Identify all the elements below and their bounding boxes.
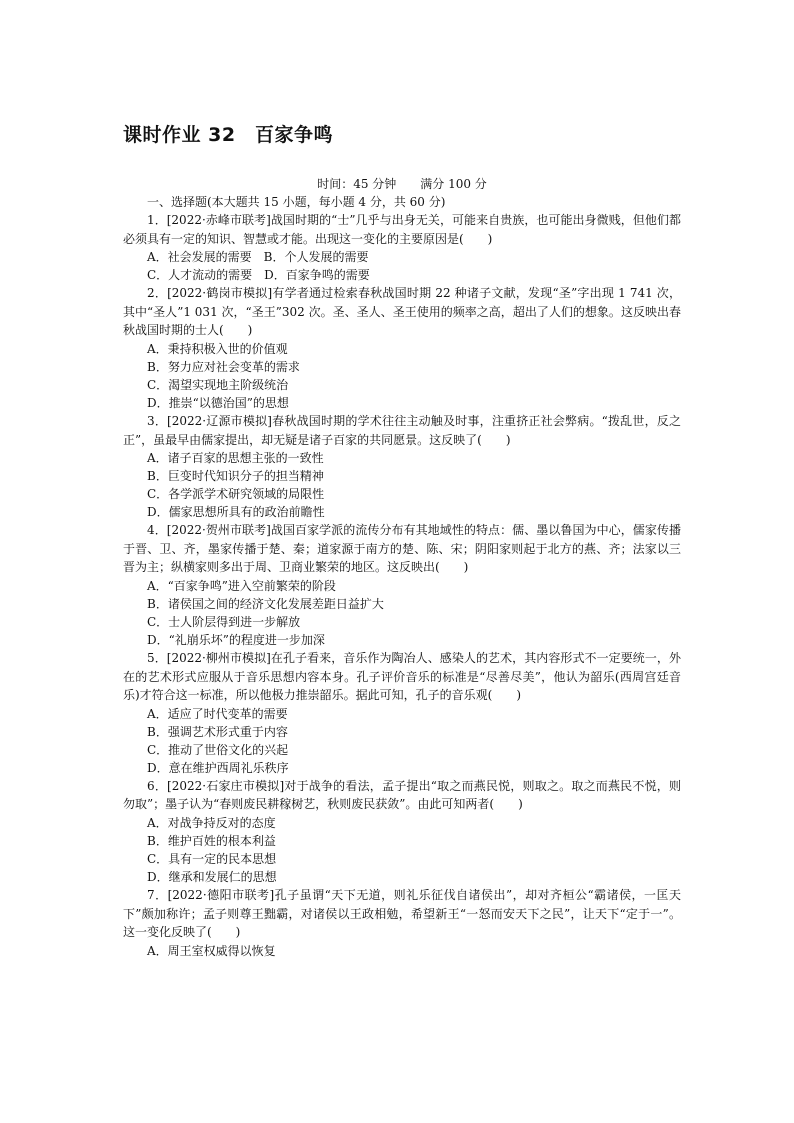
question-3 bbox=[123, 412, 681, 521]
question-5 bbox=[123, 649, 681, 777]
option-b: B．努力应对社会变革的需求 bbox=[147, 359, 300, 374]
question-6 bbox=[123, 777, 681, 886]
option-a: A．对战争持反对的态度 bbox=[147, 815, 276, 830]
option-c: C．各学派学术研究领域的局限性 bbox=[147, 487, 325, 502]
option-a: A．诸子百家的思想主张的一致性 bbox=[147, 451, 324, 466]
option-c: C．具有一定的民本思想 bbox=[147, 851, 277, 866]
question-stem: 1．[2022·赤峰市联考]战国时期的“士”几乎与出身无关，可能来自贵族，也可能出身微贱，但他们都必须具有一定的知识、智慧或才能。出现这一变化的主要原因是( ) bbox=[123, 213, 681, 246]
option-b: B．诸侯国之间的经济文化发展差距日益扩大 bbox=[147, 596, 384, 611]
question-stem: 5．[2022·柳州市模拟]在孔子看来，音乐作为陶冶人、感染人的艺术，其内容形式不一定要统一，外在的艺术形式应服从于音乐思想内容本身。孔子评价音乐的标准是“尽善尽美”，他认为韶乐(西周宫廷音乐)才符合这一标准，所以他极力推崇韶乐。据此可知，孔子的音乐观( ) bbox=[123, 650, 681, 703]
question-stem: 7．[2022·德阳市联考]孔子虽谓“天下无道，则礼乐征伐自诸侯出”，却对齐桓公“霸诸侯，一匡天下”颇加称许；孟子则尊王黜霸，对诸侯以王政相勉，希望新王“一怒而安天下之民”，让天下“定于一”。这一变化反映了( ) bbox=[123, 887, 681, 940]
question-stem: 3．[2022·辽源市模拟]春秋战国时期的学术往往主动触及时事，注重挤正社会弊病。“拨乱世，反之正”，虽最早由儒家提出，却无疑是诸子百家的共同愿景。这反映了( ) bbox=[123, 413, 681, 447]
option-c: C．渴望实现地主阶级统治 bbox=[147, 377, 289, 392]
option-row: C．人才流动的需要 D．百家争鸣的需要 bbox=[147, 268, 370, 283]
option-b: B．强调艺术形式重于内容 bbox=[147, 724, 288, 739]
question-stem: 6．[2022·石家庄市模拟]对于战争的看法，孟子提出“取之而燕民悦，则取之。取之而燕民不悦，则勿取”；墨子认为“春则废民耕稼树艺，秋则废民获敛”。由此可知两者( ) bbox=[123, 778, 681, 812]
option-a: A．适应了时代变革的需要 bbox=[147, 706, 288, 721]
question-stem: 4．[2022·贺州市联考]战国百家学派的流传分布有其地域性的特点：儒、墨以鲁国为中心，儒家传播于晋、卫、齐，墨家传播于楚、秦；道家源于南方的楚、陈、宋；阴阳家则起于北方的燕、齐；法家以三晋为主；纵横家则多出于周、卫商业繁荣的地区。这反映出( ) bbox=[123, 523, 681, 575]
question-1 bbox=[123, 211, 681, 284]
option-a: A．周王室权威得以恢复 bbox=[147, 943, 276, 958]
question-7 bbox=[123, 886, 681, 960]
option-a: A．“百家争鸣”进入空前繁荣的阶段 bbox=[147, 578, 336, 593]
question-4 bbox=[123, 521, 681, 649]
option-d: D．继承和发展仁的思想 bbox=[147, 869, 277, 884]
option-row: A．社会发展的需要 B．个人发展的需要 bbox=[147, 250, 369, 265]
question-stem: 2．[2022·鹤岗市模拟]有学者通过检索春秋战国时期 22 种诸子文献，发现“圣”字出现 1 741 次，其中“圣人”1 031 次，“圣王”302 次。圣、圣人、圣王使用的频率之高，超出了人们的想象。这反映出春秋战国时期的士人( ) bbox=[123, 286, 681, 338]
option-d: D．“礼崩乐坏”的程度进一步加深 bbox=[147, 632, 325, 647]
option-d: D．推崇“以德治国”的思想 bbox=[147, 395, 289, 410]
option-d: D．意在维护西周礼乐秩序 bbox=[147, 760, 289, 775]
section-heading: 一、选择题(本大题共 15 小题，每小题 4 分，共 60 分) bbox=[147, 195, 446, 209]
question-2 bbox=[123, 284, 681, 412]
option-d: D．儒家思想所具有的政治前瞻性 bbox=[147, 505, 325, 520]
option-b: B．维护百姓的根本利益 bbox=[147, 833, 276, 848]
worksheet-page bbox=[123, 122, 681, 960]
page-title: 课时作业 32 百家争鸣 bbox=[123, 124, 334, 146]
option-b: B．巨变时代知识分子的担当精神 bbox=[147, 469, 324, 484]
option-a: A．秉持积极入世的价值观 bbox=[147, 341, 288, 356]
option-c: C．推动了世俗文化的兴起 bbox=[147, 742, 289, 757]
time-and-score-line: 时间：45 分钟 满分 100 分 bbox=[317, 177, 487, 191]
option-c: C．士人阶层得到进一步解放 bbox=[147, 614, 301, 629]
